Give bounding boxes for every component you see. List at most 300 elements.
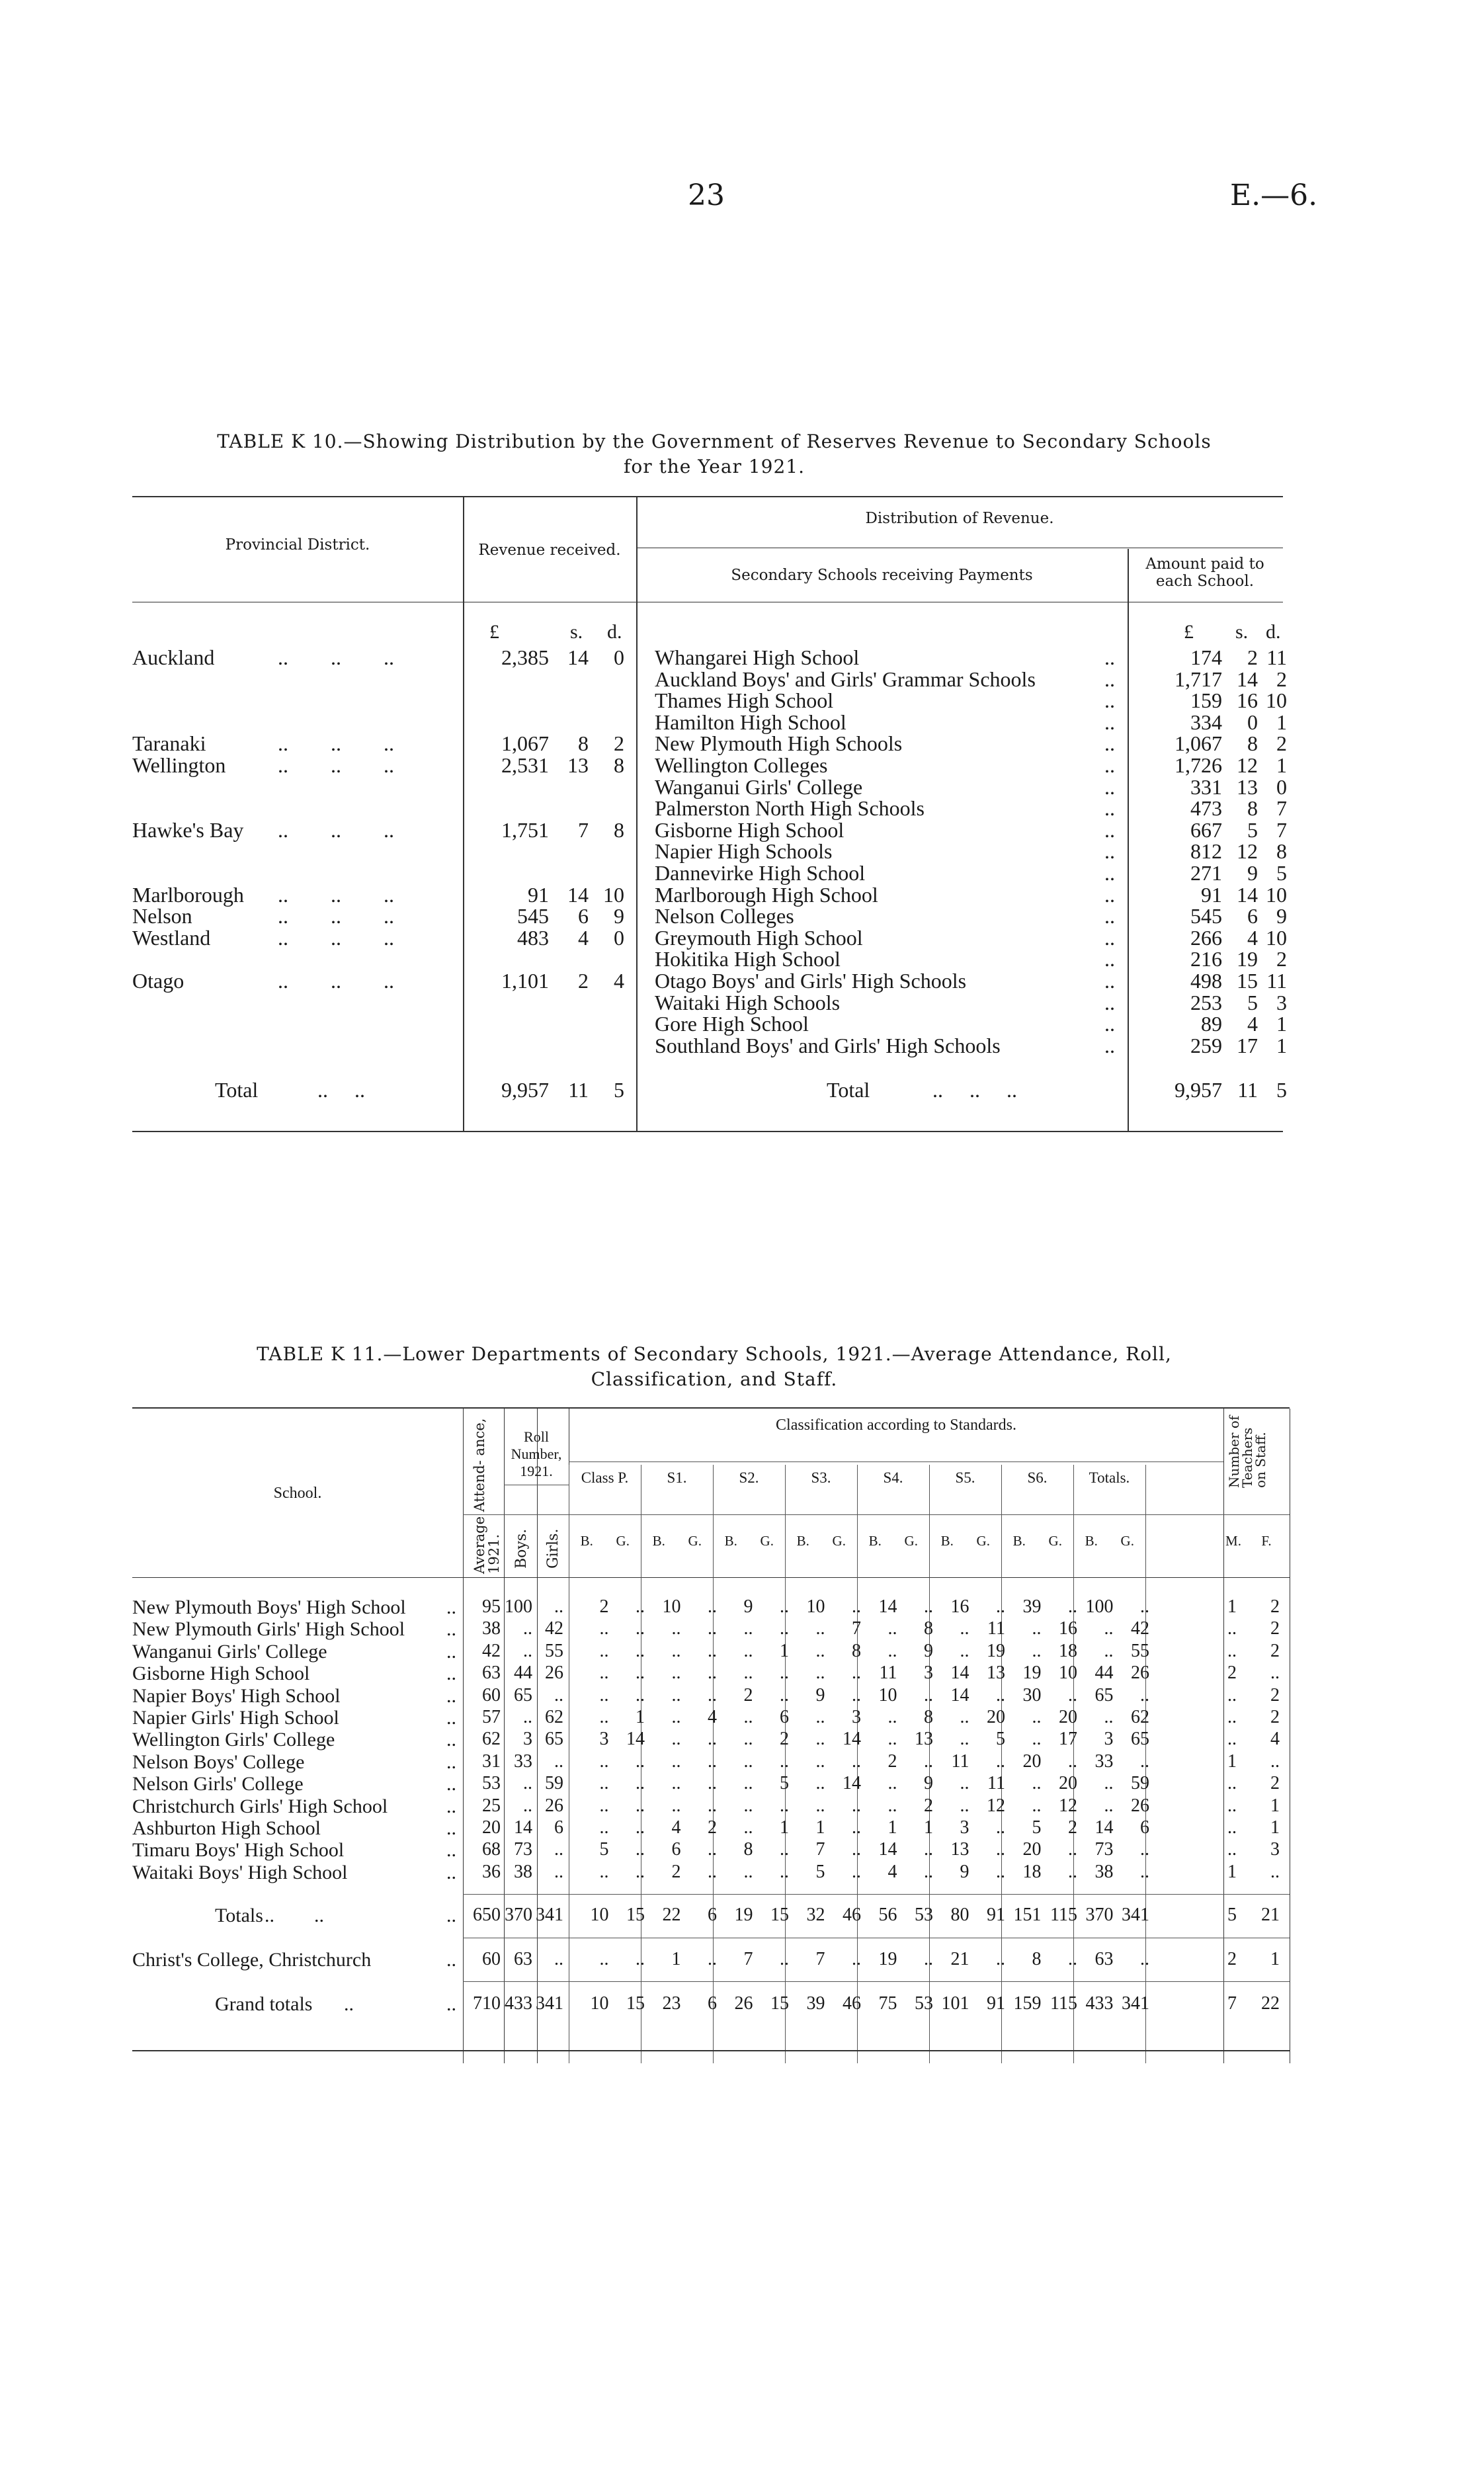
k11-cell: .. [780,1861,789,1882]
k11-row-school: Napier Girls' High School [132,1707,339,1729]
k11-cell: 13 [950,1839,969,1860]
k11-row-school: Waitaki Boys' High School [132,1861,348,1883]
k11-cell: .. [636,1795,645,1816]
k11-cell: 26 [545,1795,563,1816]
k10-revenue-shillings: 6 [578,904,589,928]
k10-revenue-pence: 4 [614,969,624,993]
k11-cell: 14 [514,1817,532,1838]
table-k11-title-line1: TABLE K 11.—Lower Departments of Secondary Schools, 1921.—Average Attendance, Roll, [257,1343,1172,1365]
k10-body [0,647,1484,1123]
k11-cell: .. [780,1750,789,1772]
k11-cell: .. [815,1618,825,1639]
k11-g-header: G. [904,1533,918,1549]
k11-row-leader: .. [446,1993,456,2015]
k10-amount-pounds: 498 [1190,969,1222,993]
k11-cell: .. [554,1949,563,1969]
k11-header-rule [132,1577,1290,1578]
k11-cell: 44 [1094,1663,1114,1684]
k10-amount-pence: 1 [1276,1033,1287,1057]
k10-amount-shillings: 12 [1237,753,1258,777]
k10-district-name: Auckland [132,645,215,669]
k11-class-header: S5. [955,1469,975,1486]
k11-cell: .. [743,1640,753,1661]
k11-cell: .. [887,1618,897,1639]
k10-district-name: Wellington [132,753,226,777]
k10-school-name: Whangarei High School [655,645,860,669]
k11-cell: .. [852,1839,861,1860]
k11-cell: .. [1032,1795,1042,1816]
table-k10-title-line1: TABLE K 10.—Showing Distribution by the Government of Reserves Revenue to Secondary Schools [217,431,1212,452]
k11-cell: .. [924,1839,933,1860]
k11-cell: .. [960,1640,969,1661]
k10-school-name: Hamilton High School [655,710,846,734]
k11-cell: 14 [843,1773,861,1794]
k10-amount-shillings: 14 [1237,882,1258,907]
k11-cell: 13 [987,1663,1005,1684]
k11-cell: 1 [780,1640,789,1661]
k11-cell: 21 [950,1949,969,1969]
k11-class-header: Class P. [581,1469,629,1486]
k11-cell: 42 [1131,1618,1149,1639]
k11-cell: .. [852,1596,861,1617]
k11-cell: 65 [545,1729,563,1750]
k11-cell: 20 [1022,1839,1042,1860]
k11-cell: .. [996,1684,1005,1706]
k11-cell: .. [1140,1596,1149,1617]
k11-cell: 115 [1050,1905,1077,1925]
k10-school-leader: .. [1104,753,1115,777]
k10-school-leader: .. [1104,796,1115,821]
k11-cell: .. [1140,1684,1149,1706]
k10-amount-pounds: 1,717 [1175,667,1222,691]
k10-school-leader: .. [1104,1012,1115,1036]
k11-cell: 91 [987,1993,1005,2014]
k11-cell: .. [960,1729,969,1750]
k11-cell: .. [523,1707,532,1727]
k10-amount-pence: 1 [1276,1012,1287,1036]
k11-cell: 62 [482,1729,501,1750]
k11-cell: 3 [1270,1839,1280,1860]
k11-cell: 12 [987,1795,1005,1816]
k11-cell: .. [599,1684,609,1706]
k10-district-leader: .. .. .. [278,817,394,842]
k10-header-revenue: Revenue received. [478,542,621,559]
k11-cell: 5 [996,1729,1005,1750]
k11-row-leader: .. [446,1949,456,1971]
k11-cell: 1 [1270,1949,1280,1969]
k11-cell: 433 [1085,1993,1114,2014]
k11-row-leader: .. [446,1773,456,1795]
k10-district-name: Nelson [132,904,192,928]
k11-cell: 53 [482,1773,501,1794]
k10-revenue-pounds: 2,531 [501,753,549,777]
k11-cell: .. [887,1729,897,1750]
k11-cell: .. [960,1795,969,1816]
k11-header-school: School. [273,1485,322,1502]
k11-cell: 39 [1022,1596,1042,1617]
k11-cell: 7 [743,1949,753,1969]
k11-cell: 16 [1059,1618,1077,1639]
k11-cell: 12 [1059,1795,1077,1816]
k11-totals-dots: .. .. [265,1905,324,1926]
k11-cell: 4 [1270,1729,1280,1750]
k11-cell: .. [1104,1773,1114,1794]
k11-cell: .. [1270,1750,1280,1772]
k10-school-leader: .. [1104,1033,1115,1057]
k11-row-leader: .. [446,1817,456,1839]
k10-amount-shillings: 17 [1237,1033,1258,1057]
k11-cell: 10 [590,1905,609,1925]
k11-cell: .. [554,1839,563,1860]
k11-cell: .. [1032,1707,1042,1727]
k11-cell: .. [743,1618,753,1639]
k10-total-revenue-pence: 5 [614,1078,624,1102]
k11-cell: .. [1140,1750,1149,1772]
k11-cell: .. [780,1949,789,1969]
k10-pence-header-2: d. [1266,621,1281,643]
k11-cell: 159 [1013,1993,1042,2014]
k11-f-header: F. [1261,1533,1272,1549]
k11-cell: 65 [1131,1729,1149,1750]
k10-amount-pence: 10 [1266,882,1287,907]
k11-cell: .. [1032,1773,1042,1794]
k11-row-leader: .. [446,1684,456,1707]
k11-cell: 4 [708,1707,717,1727]
k11-cell: 23 [662,1993,681,2014]
k11-vline [463,1409,464,2063]
k10-district-leader: .. .. .. [278,882,394,907]
k10-school-leader: .. [1104,990,1115,1014]
k11-g-header: G. [760,1533,774,1549]
k11-cell: .. [996,1817,1005,1838]
k11-cell: .. [599,1750,609,1772]
k11-cell: 75 [878,1993,897,2014]
k11-cell: 100 [1085,1596,1114,1617]
k11-cell: 1 [671,1949,681,1969]
k11-row-school: Wellington Girls' College [132,1729,335,1751]
k10-school-name: Palmerston North High Schools [655,796,925,821]
k11-cell: 8 [924,1707,933,1727]
k11-cell: .. [636,1684,645,1706]
k11-cell: 2 [1270,1640,1280,1661]
k11-cell: 20 [987,1707,1005,1727]
k11-cell: 32 [806,1905,825,1925]
k10-school-name: Gisborne High School [655,817,845,842]
k11-row-leader: .. [446,1905,456,1926]
k11-cell: .. [1068,1596,1077,1617]
k11-cell: 7 [815,1839,825,1860]
k10-school-name: Greymouth High School [655,925,863,950]
k10-total-revenue-shillings: 11 [568,1078,589,1102]
k10-amount-pounds: 331 [1190,774,1222,799]
k11-row-leader: .. [446,1640,456,1663]
k11-cell: .. [636,1640,645,1661]
k11-cell: 73 [514,1839,532,1860]
k11-cell: 20 [1022,1750,1042,1772]
k11-cell: 6 [554,1817,563,1838]
k11-cell: 10 [806,1596,825,1617]
k10-district-leader: .. .. .. [278,753,394,777]
k11-class-header: S2. [739,1469,759,1486]
k11-cell: .. [815,1795,825,1816]
k11-b-header: B. [796,1533,809,1549]
k10-school-leader: .. [1104,645,1115,669]
k11-cell: 3 [523,1729,532,1750]
k11-row-leader: .. [446,1839,456,1862]
k10-amount-pence: 1 [1276,753,1287,777]
k11-cell: 341 [1122,1993,1149,2014]
k11-cell: .. [780,1663,789,1684]
k11-cell: 10 [590,1993,609,2014]
k10-amount-pence: 11 [1266,645,1287,669]
k10-school-name: Southland Boys' and Girls' High Schools [655,1033,1001,1057]
document-reference: E.—6. [1230,179,1318,212]
k11-cell: .. [887,1773,897,1794]
k11-cell: 370 [1085,1905,1114,1925]
k11-cell: 57 [482,1707,501,1727]
k11-header-boys: Boys. [513,1528,530,1569]
k11-cell: 2 [887,1750,897,1772]
k11-cell: 26 [734,1993,753,2014]
k10-revenue-pounds: 2,385 [501,645,549,669]
k10-total-dots: .. .. [317,1078,365,1102]
k11-cell: .. [1227,1707,1237,1727]
k11-cell: .. [815,1640,825,1661]
k11-cell: 2 [671,1861,681,1882]
k11-cell: 20 [482,1817,501,1838]
k11-b-header: B. [868,1533,882,1549]
k10-pound-header: £ [489,621,499,643]
k10-bottom-rule [132,1131,1283,1132]
k10-amount-pounds: 159 [1190,688,1222,713]
k11-cell: 80 [950,1905,969,1925]
k10-district-leader: .. .. .. [278,925,394,950]
k11-cell: 46 [843,1905,861,1925]
k11-cell: 56 [878,1905,897,1925]
k10-total-paid-shillings: 11 [1237,1078,1258,1102]
k11-cell: 25 [482,1795,501,1816]
k11-cell: 14 [843,1729,861,1750]
k10-amount-pence: 0 [1276,774,1287,799]
k11-b-header: B. [724,1533,737,1549]
k11-row-school: Ashburton High School [132,1817,321,1839]
k11-cell: .. [1227,1795,1237,1816]
k11-cell: .. [554,1861,563,1882]
k11-cell: .. [708,1684,717,1706]
k10-amount-pence: 5 [1276,861,1287,885]
k11-cell: .. [743,1861,753,1882]
k11-row-leader: .. [446,1596,456,1618]
k10-amount-shillings: 8 [1247,796,1258,821]
k11-cell: .. [554,1750,563,1772]
k11-cell: 5 [780,1773,789,1794]
k11-cell: 20 [1059,1707,1077,1727]
k11-cell: 9 [960,1861,969,1882]
k10-amount-shillings: 5 [1247,817,1258,842]
k10-district-leader: .. .. .. [278,645,394,669]
k10-revenue-pence: 10 [603,882,624,907]
k11-cell: .. [1104,1640,1114,1661]
k11-cell: .. [852,1750,861,1772]
k10-header-schools: Secondary Schools receiving Payments [731,567,1033,584]
k10-amount-pounds: 253 [1190,990,1222,1014]
k11-cell: 46 [843,1993,861,2014]
k11-cell: .. [743,1663,753,1684]
k11-cell: 6 [708,1905,717,1925]
k10-school-leader: .. [1104,925,1115,950]
k11-sub-rule [463,1514,1290,1515]
k11-cell: 65 [1094,1684,1114,1706]
k11-cell: 63 [1094,1949,1114,1969]
k10-school-name: Nelson Colleges [655,904,794,928]
k10-amount-pence: 3 [1276,990,1287,1014]
k11-cell: 30 [1022,1684,1042,1706]
k10-school-name: Napier High Schools [655,839,833,864]
k11-cell: 22 [1261,1993,1280,2014]
k11-cell: .. [708,1596,717,1617]
k11-cell: 1 [1270,1795,1280,1816]
k11-cell: .. [708,1640,717,1661]
k11-cell: 7 [852,1618,861,1639]
k11-header-roll: Roll Number, 1921. [511,1428,562,1479]
k11-grand-dots: .. [344,1993,354,2015]
k11-cell: 18 [1022,1861,1042,1882]
k11-cell: .. [887,1707,897,1727]
k11-cell: .. [1068,1839,1077,1860]
k11-cell: 63 [482,1663,501,1684]
k10-district-name: Otago [132,969,185,993]
k11-cell: 42 [482,1640,501,1661]
k10-total-label-2: Total [827,1078,870,1102]
k11-b-header: B. [652,1533,665,1549]
k11-cell: .. [852,1795,861,1816]
k11-cell: 101 [941,1993,969,2014]
k11-cell: .. [708,1949,717,1969]
k10-amount-pence: 8 [1276,839,1287,864]
k11-cell: .. [599,1707,609,1727]
k11-cell: 3 [852,1707,861,1727]
k11-cell: 10 [662,1596,681,1617]
k11-cell: 21 [1261,1905,1280,1925]
k11-cell: .. [743,1773,753,1794]
k11-row-leader: .. [446,1707,456,1729]
k11-class-header: S1. [667,1469,687,1486]
k10-district-name: Westland [132,925,211,950]
k10-school-leader: .. [1104,947,1115,971]
k11-cell: 370 [505,1905,532,1925]
k11-cell: 19 [1022,1663,1042,1684]
k11-cell: 14 [950,1684,969,1706]
k10-school-leader: .. [1104,882,1115,907]
k10-school-leader: .. [1104,667,1115,691]
k10-pence-header: d. [607,621,622,643]
k11-cell: .. [887,1640,897,1661]
k10-revenue-pounds: 1,101 [501,969,549,993]
k11-row-school: New Plymouth Boys' High School [132,1596,406,1618]
k11-header-teachers: Number of Teachers on Staff. [1226,1415,1268,1488]
k11-cell: 68 [482,1839,501,1860]
k10-amount-shillings: 4 [1247,925,1258,950]
k11-cell: .. [852,1861,861,1882]
k11-header-avg: Average Attend- ance, 1921. [472,1418,502,1574]
k10-amount-pence: 11 [1266,969,1287,993]
k11-cell: 14 [950,1663,969,1684]
k11-g-header: G. [832,1533,846,1549]
k10-amount-pence: 2 [1276,731,1287,756]
k10-school-name: Marlborough High School [655,882,878,907]
k11-cell: 62 [1131,1707,1149,1727]
k10-amount-shillings: 13 [1237,774,1258,799]
k11-cell: 2 [1068,1817,1077,1838]
k11-cell: 17 [1059,1729,1077,1750]
k11-row-school: Wanganui Girls' College [132,1640,327,1663]
k10-revenue-pounds: 1,751 [501,817,549,842]
k10-top-rule [132,496,1283,497]
k11-cell: 8 [852,1640,861,1661]
page-number: 23 [688,179,725,212]
k10-amount-pounds: 216 [1190,947,1222,971]
k11-cell: 1 [887,1817,897,1838]
k10-amount-pounds: 259 [1190,1033,1222,1057]
k11-cell: 151 [1013,1905,1042,1925]
k11-cell: 1 [1227,1596,1237,1617]
k11-cell: .. [671,1618,681,1639]
k11-cell: .. [708,1839,717,1860]
k11-cell: .. [1032,1729,1042,1750]
k10-amount-pounds: 89 [1201,1012,1222,1036]
k11-b-header: B. [1085,1533,1098,1549]
k11-row-school: Christ's College, Christchurch [132,1949,372,1971]
k10-district-name: Hawke's Bay [132,817,244,842]
k11-cell: .. [1227,1817,1237,1838]
k11-cell: 59 [545,1773,563,1794]
k11-cell: .. [636,1618,645,1639]
k11-cell: 14 [878,1839,897,1860]
k11-cell: 341 [536,1993,563,2014]
k11-cell: .. [599,1640,609,1661]
k11-cell: .. [599,1949,609,1969]
k11-cell: 20 [1059,1773,1077,1794]
k11-cell: 1 [1227,1861,1237,1882]
k11-cell: 7 [1227,1993,1237,2014]
k11-cell: .. [815,1729,825,1750]
k10-amount-shillings: 5 [1247,990,1258,1014]
k11-cell: 1 [1227,1750,1237,1772]
k11-cell: .. [1227,1640,1237,1661]
k10-total-label: Total [215,1078,259,1102]
k11-cell: .. [554,1684,563,1706]
k11-cell: .. [743,1729,753,1750]
k10-amount-pence: 2 [1276,667,1287,691]
k11-cell: 44 [514,1663,532,1684]
k10-revenue-shillings: 2 [578,969,589,993]
k10-amount-pence: 10 [1266,688,1287,713]
k11-cell: .. [636,1663,645,1684]
k11-cell: 53 [915,1993,933,2014]
k11-cell: 19 [878,1949,897,1969]
k11-cell: 13 [915,1729,933,1750]
k11-cell: .. [960,1773,969,1794]
k11-cell: .. [924,1684,933,1706]
k10-school-leader: .. [1104,710,1115,734]
k10-amount-pence: 7 [1276,817,1287,842]
k11-cell: .. [887,1795,897,1816]
k11-cell: .. [523,1640,532,1661]
k11-top-rule [132,1407,1290,1409]
k10-amount-pounds: 473 [1190,796,1222,821]
k11-cell: .. [780,1618,789,1639]
k11-cell: 95 [482,1596,501,1617]
